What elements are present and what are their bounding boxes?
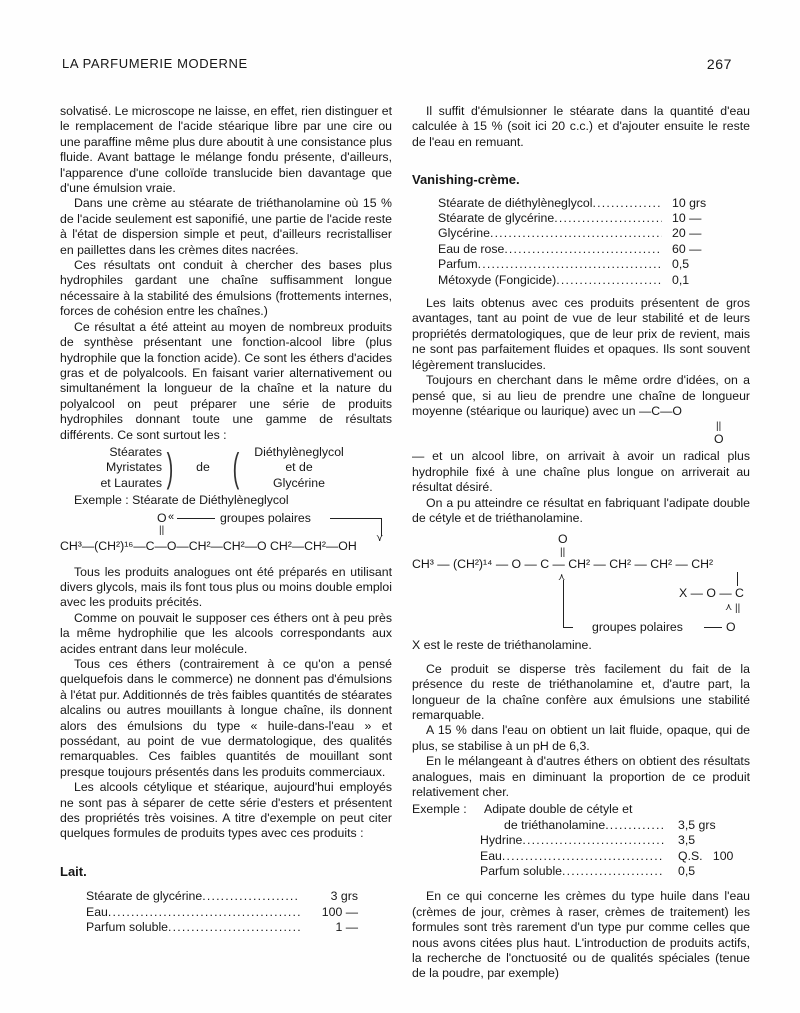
combo-left-item: et Laurates [100, 475, 162, 490]
paragraph: Les laits obtenus avec ces produits présentent de gros avantages, tant au point de vue de leur stabilité et de leurs propriétés dermatologiques, que de leur prix de revient, mais ne sont pas parfaitement fluides et opaques. Ils sont souvent légèrement translucides. [412, 296, 750, 372]
arrow-vertical [563, 580, 564, 628]
left-brace: ( [232, 446, 240, 491]
left-column [60, 104, 392, 936]
recipe-row: Stéarate de diéthylèneglycol ..... 10 grs [438, 196, 734, 211]
paragraph: Ce résultat a été atteint au moyen de nombreux produits de synthèse présentant une fonction-alcool libre (plus hydrophile que la fonction acide). Ce sont les éthers d'acides gras et de polyalcools. En faisant varier alternativement ou simultanément la longueur de la chaîne et la nature du polyalcool on peut préparer une série de produits hydrophiles donnant toute une gamme de résultats différents. Ce sont surtout les : [60, 319, 392, 442]
paragraph: Dans une crème au stéarate de triéthanolamine où 15 % de l'acide seulement est saponifié, une partie de l'acide reste à l'état de dispersion simple et peut, d'ailleurs recristalliser en paillettes dans les crèmes dites nacrées. [60, 196, 392, 257]
formula-adipate [412, 526, 750, 638]
paragraph: A 15 % dans l'eau on obtient un lait fluide, opaque, qui de plus, se stabilise à un pH de 6,3. [412, 723, 750, 753]
combo-left-item: Myristates [105, 460, 162, 475]
combo-right-item: Glycérine [273, 475, 325, 490]
carbonyl-o: O [714, 432, 724, 447]
formula-top-o: O [157, 510, 167, 525]
example-label: Exemple : [412, 802, 467, 817]
recipe-row: Eau de rose ..... 60 — [438, 242, 734, 257]
formula-bottom-o: O [726, 620, 736, 635]
combination-table [60, 445, 392, 491]
polar-groups-label: groupes polaires [220, 510, 311, 525]
formula-chain: —(CH²)¹⁶—C—O—CH²—CH²—O CH²—CH²— [81, 538, 339, 553]
paragraph: En ce qui concerne les crèmes du type huile dans l'eau (crèmes de jour, crèmes à raser, crèmes de traitement) les formules sont très rarement d'un type pur comme celles que nous avons citées plus haut. L'introduction de produits actifs, la recherche de l'onctuosité ou de qualités spéciales (tenue de la poudre, par exemple) [412, 889, 750, 981]
formula-ch3: CH³ [60, 538, 82, 553]
recipe-row: Parfum ..... 0,5 [438, 257, 734, 272]
paragraph: Tous ces éthers (contrairement à ce qu'on a pensé quelquefois dans le commerce) ne donnent pas d'émulsions à l'état pur. Additionnés de très faibles quantités de stéarates alcalins ou autres mouillants à longue chaîne, ils donnent alors des émulsions du type « huile-dans-l'eau » et possédant, au point de vue dermatologique, des qualités remarquables. Ces faibles quantités de mouillant sont presque toujours présentés dans les produits commerciaux. [60, 657, 392, 779]
double-bond: || [735, 603, 741, 615]
paragraph: Tous les produits analogues ont été préparés en utilisant divers glycols, mais ils font tous plus ou moins double emploi avec les produits précités. [60, 564, 392, 610]
paragraph: X est le reste de triéthanolamine. [412, 638, 592, 653]
combo-right-item: et de [285, 460, 313, 475]
paragraph: On a pu atteindre ce résultat en fabriquant l'adipate double de cétyle et de triéthanolamine. [412, 495, 750, 525]
arrow-bottom [563, 627, 573, 628]
arrow-up-glyph: ⋏ [558, 572, 566, 584]
arrow-head: ⋎ [376, 532, 384, 544]
recipe-lait [60, 889, 358, 935]
paragraph: solvatisé. Le microscope ne laisse, en effet, rien distinguer et le remplacement de l'acide stéarique libre par une cire ou une paraffine même plus dure aboutit à une consistance plus fluide. Avant battage le mélange fondu présente, d'ailleurs, l'apparence d'une colloïde translucide bien davantage que d'une émulsion vraie. [60, 104, 393, 196]
paragraph: Les alcools cétylique et stéarique, aujourd'hui employés ne sont pas à séparer de cette série d'esters et présentent des propriétés très voisines. A titre d'exemple on peut citer quelques formules de produits types avec ces produits : [60, 780, 392, 841]
recipe-row: Stéarate de glycérine ..... 3 grs [86, 889, 358, 904]
recipe-row: de triéthanolamine ..... 3,5 grs [504, 818, 736, 833]
example-recipe [412, 802, 750, 879]
double-bond: || [560, 547, 566, 559]
right-brace: ) [166, 446, 174, 491]
recipe-row: Hydrine ..... 3,5 [480, 833, 736, 848]
recipe-row: Métoxyde (Fongicide) ..... 0,1 [438, 273, 734, 288]
recipe-row: Stéarate de glycérine ..... 10 — [438, 211, 734, 226]
paragraph: En le mélangeant à d'autres éthers on obtient des résultats analogues, mais en diminuant la proportion de ce produit relativement cher. [412, 754, 750, 799]
recipe-row: Parfum soluble ..... 1 — [86, 920, 358, 935]
right-column [412, 104, 750, 982]
recipe-row: Parfum soluble ..... 0,5 [480, 864, 736, 879]
recipe-row: Glycérine ..... 20 — [438, 226, 734, 241]
formula-oh: OH [338, 538, 357, 553]
paragraph: Toujours en cherchant dans le même ordre d'idées, on a pensé que, si au lieu de prendre une chaîne de longueur moyenne (stéarique ou laurique) avec un —C—O [412, 373, 750, 418]
page-number: 267 [706, 56, 732, 72]
formula-diethyleneglycol-stearate [60, 509, 392, 565]
double-bond: || [159, 524, 165, 536]
formula-top-o: O [558, 532, 568, 547]
section-heading-lait: Lait. [60, 863, 87, 879]
paragraph: Il suffit d'émulsionner le stéarate dans la quantité d'eau calculée à 15 % (soit ici 20 c.c.) et d'ajouter ensuite le reste de l'eau en remuant. [412, 104, 750, 149]
recipe-row: Eau ..... Q.S. 100 [480, 849, 736, 864]
arrow-line [330, 518, 382, 519]
running-header: LA PARFUMERIE MODERNE [62, 56, 248, 71]
paragraph: Ce produit se disperse très facilement du fait de la présence du reste de triéthanolamine et, d'autre part, la longueur de la chaîne confère aux émulsions une stabilité remarquable. [412, 661, 750, 722]
formula-chain: CH³ — (CH²)¹⁴ — O — C — CH² — CH² — CH² — CH² [412, 557, 714, 572]
arrow-line [177, 518, 215, 519]
double-bond: || [716, 421, 722, 433]
recipe-row: Eau ..... 100 — [86, 905, 358, 920]
paragraph: Comme on pouvait le supposer ces éthers ont à peu près la même hydrophilie que les alcools correspondants aux acides entrant dans leur molécule. [60, 610, 392, 656]
bond-vertical [737, 572, 738, 586]
example-first-line: Adipate double de cétyle et [484, 802, 633, 817]
polar-groups-label: groupes polaires [592, 620, 683, 635]
recipe-vanishing [412, 196, 734, 288]
combo-left-item: Stéarates [109, 444, 162, 459]
paragraph: Ces résultats ont conduit à chercher des bases plus hydrophiles gardant une chaîne suffisamment longue nécessaire à la stabilité des émulsions (frottements internes, forces de cohésion entre les chaînes.) [60, 258, 392, 319]
arrow-line [704, 627, 722, 628]
formula-xoc: X — O — C [679, 586, 744, 601]
example-label: Exemple : Stéarate de Diéthylèneglycol [74, 493, 289, 508]
paragraph: — et un alcool libre, on arrivait à avoir un radical plus hydrophile fixé à une chaîne plus longue on arriverait au résultat désiré. [412, 449, 750, 495]
arrow-up-glyph: ⋏ [725, 602, 733, 614]
combo-middle: de [196, 460, 210, 475]
combo-right-item: Diéthylèneglycol [254, 444, 344, 459]
arrow-glyph: « [168, 510, 175, 523]
section-heading-vanishing: Vanishing-crème. [412, 172, 520, 188]
